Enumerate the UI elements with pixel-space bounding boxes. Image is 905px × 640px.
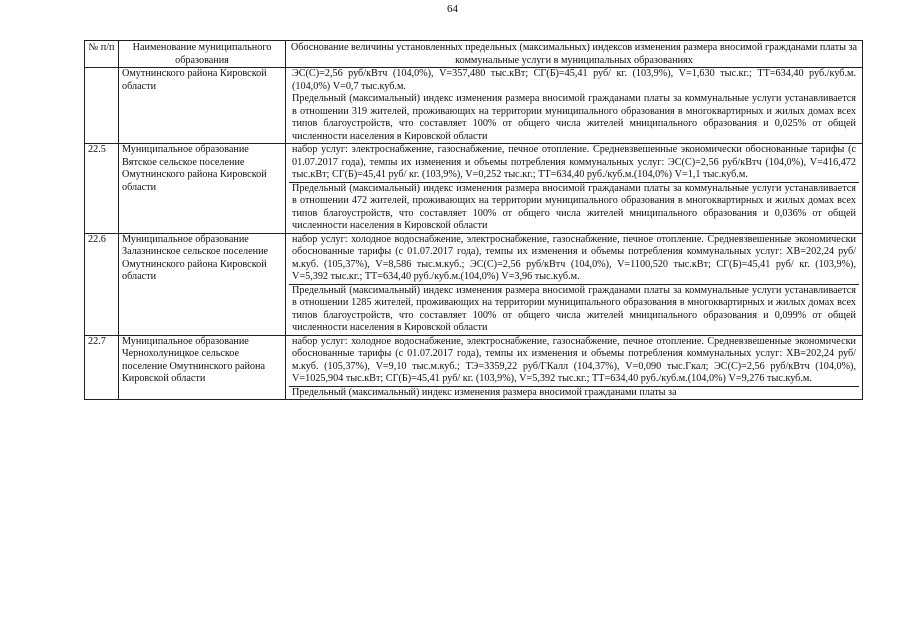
tariff-paragraph: набор услуг: холодное водоснабжение, электроснабжение, газоснабжение, печное отопление. Средневзвешенные экономически обоснованные тарифы (с 01.07.2017 года), темпы их изменения и объемы потребления коммунальных услуг: ХВ=202,24 руб/м.куб. (105,37%), V=9,10 тыс.м.куб.; ТЭ=3359,22 руб/ГКалл (104,37%), V=0,090 тыс.Гкал; ЭС(С)=2,56 руб/кВтч (104,0%), V=1025,904 тыс.кВт; СГ(Б)=45,41 руб/ кг. (103,9%), V=5,392 тыс.кг.; ТТ=634,40 руб./куб.м.(104,0%) V=9,276 тыс.куб.м. [292,335,856,384]
basis-cell [286,233,863,335]
basis-cell [286,144,863,234]
header-name: Наименование муниципального образования [119,41,286,68]
row-number: 22.5 [85,144,119,234]
table-row [85,68,863,144]
table-row [85,335,863,400]
basis-cell [286,68,863,144]
tariff-paragraph: ЭС(С)=2,56 руб/кВтч (104,0%), V=357,480 тыс.кВт; СГ(Б)=45,41 руб/ кг. (103,9%), V=1,630 тыс.кг.; ТТ=634,40 руб./куб.м.(104,0%) V=0,7 тыс.куб.м. [292,68,856,92]
table-row [85,144,863,234]
row-number: 22.7 [85,335,119,400]
table-header-row [85,41,863,68]
tariff-paragraph: набор услуг: электроснабжение, газоснабжение, печное отопление. Средневзвешенные экономически обоснованные тарифы (с 01.07.2017 года), темпы их изменения и объемы потребления коммунальных услуг: ЭС(С)=2,56 руб/кВтч (104,0%), V=416,472 тыс.кВт; СГ(Б)=45,41 руб/ кг. (103,9%), V=0,252 тыс.кг.; ТТ=634,40 руб./куб.м.(104,0%) V=1,1 тыс.куб.м. [292,144,856,180]
municipality-name: Муниципальное образование Вятское сельское поселение Омутнинского района Кировской области [119,144,286,234]
index-paragraph: Предельный (максимальный) индекс изменения размера вносимой гражданами платы за коммунальные услуги устанавливается в отношении 1285 жителей, проживающих на территории муниципального образования в многоквартирных и жилых домах всех типов благоустройств, что составляет 100% от общего числа жителей мниципального образования и 0,099% от общей численности населения в Кировской области [289,284,859,335]
municipality-name: Муниципальное образование Чернохолуницкое сельское поселение Омутнинского района Кировской области [119,335,286,400]
index-paragraph: Предельный (максимальный) индекс изменения размера вносимой гражданами платы за коммунальные услуги устанавливается в отношении 472 жителей, проживающих на территории муниципального образования в многоквартирных и жилых домах всех типов благоустройств, что составляет 100% от общего числа жителей мниципального образования и 0,036% от общей численности населения в Кировской области [289,182,859,233]
municipality-name: Муниципальное образование Залазнинское сельское поселение Омутнинского района Кировской области [119,233,286,335]
row-number: 22.6 [85,233,119,335]
row-number [85,68,119,144]
header-basis: Обоснование величины установленных предельных (максимальных) индексов изменения размера вносимой гражданами платы за коммунальные услуги в муниципальных образованиях [286,41,863,68]
tariff-paragraph: набор услуг: холодное водоснабжение, электроснабжение, газоснабжение, печное отопление. Средневзвешенные экономически обоснованные тарифы (с 01.07.2017 года), темпы их изменения и объемы потребления коммунальных услуг: ХВ=202,24 руб/м.куб. (105,37%), V=8,586 тыс.м.куб.; ЭС(С)=2,56 руб/кВтч (104,0%), V=1100,520 тыс.кВт; СГ(Б)=45,41 руб/ кг. (103,9%), V=5,392 тыс.кг.; ТТ=634,40 руб./куб.м.(104,0%) V=3,96 тыс.куб.м. [292,233,856,282]
table-row [85,233,863,335]
tariff-table [84,40,863,400]
index-paragraph: Предельный (максимальный) индекс изменения размера вносимой гражданами платы за коммунальные услуги устанавливается в отношении 319 жителей, проживающих на территории муниципального образования в многоквартирных и жилых домах всех типов благоустройств, что составляет 100% от общего числа жителей мниципального образования и 0,025% от общей численности населения в Кировской области [292,93,856,142]
header-num: № п/п [85,41,119,68]
basis-cell [286,335,863,400]
index-paragraph: Предельный (максимальный) индекс изменения размера вносимой гражданами платы за [289,386,859,400]
page-number: 64 [447,3,458,15]
municipality-name: Омутнинского района Кировской области [119,68,286,144]
